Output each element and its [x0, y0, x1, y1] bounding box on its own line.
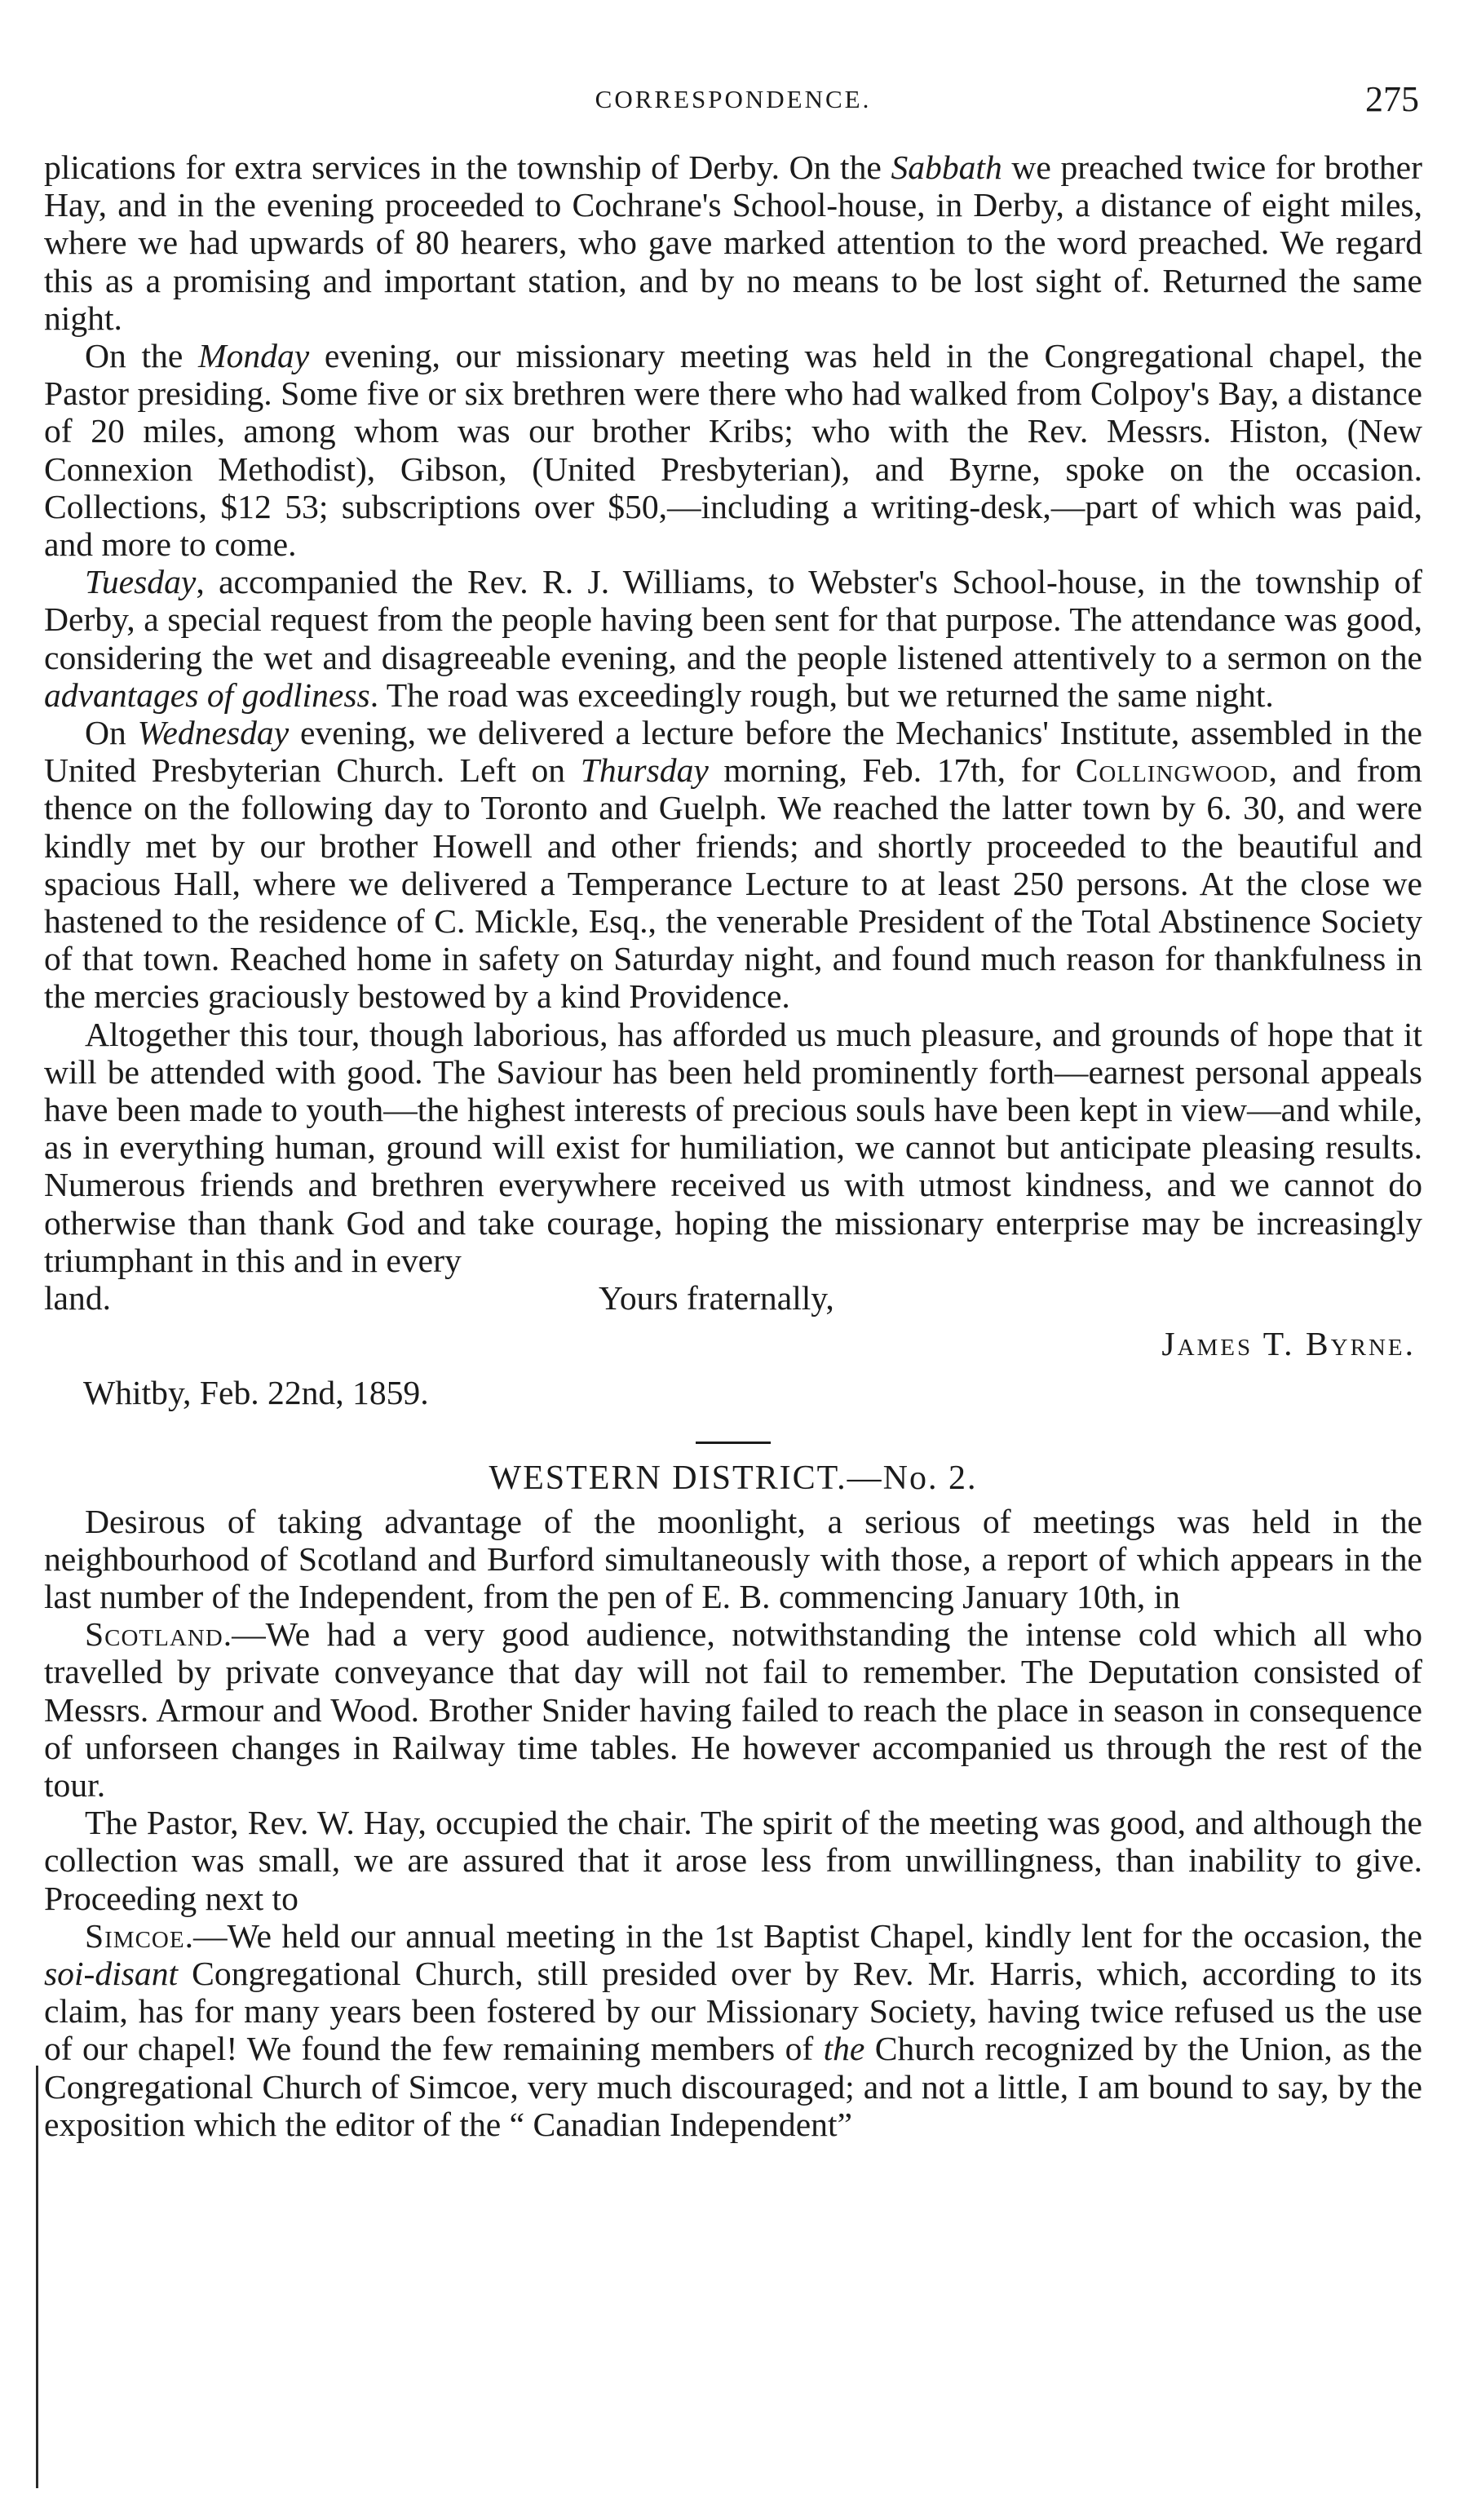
page-number: 275: [1365, 79, 1419, 119]
western-paragraph-3: The Pastor, Rev. W. Hay, occupied the chair. The spirit of the meeting was good, and although the collection was small, we are assured that it arose less from unwillingness, than inability to give. Proceeding next to: [44, 1804, 1422, 1917]
document-page: [44, 78, 1422, 2143]
closing-word: land.: [44, 1279, 112, 1318]
letter-paragraph-3: Tuesday, accompanied the Rev. R. J. Williams, to Webster's School-house, in the township of Derby, a special request from the people having been sent for that purpose. The attendance was good, considering the wet and disagreeable evening, and the people listened attentively to a sermon on the advantages of godliness. The road was exceedingly rough, but we returned the same night.: [44, 563, 1422, 714]
section-title: WESTERN DISTRICT.—No. 2.: [489, 1459, 978, 1497]
dateline: Whitby, Feb. 22nd, 1859.: [83, 1374, 429, 1412]
running-head: CORRESPONDENCE.: [595, 85, 872, 113]
letter-paragraph-1: plications for extra services in the township of Derby. On the Sabbath we preached twice for brother Hay, and in the evening proceeded to Cochrane's School-house, in Derby, a distance of eight miles, where we had upwards of 80 hearers, who gave marked attention to the word preached. We regard this as a promising and important station, and by no means to be lost sight of. Returned the same night.: [44, 148, 1422, 337]
margin-line: [36, 2066, 38, 2488]
page-header: [44, 78, 1422, 131]
western-paragraph-1: Desirous of taking advantage of the moonlight, a serious of meetings was held in the neighbourhood of Scotland and Burford simultaneously with those, a report of which appears in the last number of the Independent, from the pen of E. B. commencing January 10th, in: [44, 1502, 1422, 1615]
section-divider: [696, 1442, 771, 1444]
western-body: [44, 1503, 1422, 2143]
letter-body: [44, 148, 1422, 1279]
letter-paragraph-2: On the Monday evening, our missionary meeting was held in the Congregational chapel, the Pastor presiding. Some five or six brethren were there who had walked from Colpoy's Bay, a distance of 20 miles, among whom was our brother Kribs; who with the Rev. Messrs. Histon, (New Connexion Methodist), Gibson, (United Presbyterian), and Byrne, spoke on the occasion. Collections, $12 53; subscriptions over $50,—including a writing-desk,—part of which was paid, and more to come.: [44, 337, 1422, 564]
signature: James T. Byrne.: [1161, 1325, 1416, 1363]
closing-salutation: Yours fraternally,: [599, 1279, 834, 1318]
closing-line: [44, 1279, 1422, 1317]
letter-signoff: [44, 1279, 1422, 1411]
western-paragraph-4: Simcoe.—We held our annual meeting in the 1st Baptist Chapel, kindly lent for the occasion, the soi-disant Congregational Church, still presided over by Rev. Mr. Harris, which, according to its claim, has for many years been fostered by our Missionary Society, having twice refused us the use of our chapel! We found the few remaining members of the Church recognized by the Union, as the Congregational Church of Simcoe, very much discouraged; and not a little, I am bound to say, by the exposition which the editor of the “ Canadian Independent”: [44, 1916, 1422, 2143]
western-paragraph-2: Scotland.—We had a very good audience, notwithstanding the intense cold which all who travelled by private conveyance that day will not fail to remember. The Deputation consisted of Messrs. Armour and Wood. Brother Snider having failed to reach the place in season in consequence of unforseen changes in Railway time tables. He however accompanied us through the rest of the tour.: [44, 1615, 1422, 1804]
letter-paragraph-4: On Wednesday evening, we delivered a lecture before the Mechanics' Institute, assembled in the United Presbyterian Church. Left on Thursday morning, Feb. 17th, for Collingwood, and from thence on the following day to Toronto and Guelph. We reached the latter town by 6. 30, and were kindly met by our brother Howell and other friends; and shortly proceeded to the beautiful and spacious Hall, where we delivered a Temperance Lecture to at least 250 persons. At the close we hastened to the residence of C. Mickle, Esq., the venerable President of the Total Abstinence Society of that town. Reached home in safety on Saturday night, and found much reason for thankfulness in the mercies graciously bestowed by a kind Providence.: [44, 714, 1422, 1016]
letter-paragraph-5: Altogether this tour, though laborious, has afforded us much pleasure, and grounds of hope that it will be attended with good. The Saviour has been held prominently forth—earnest personal appeals have been made to youth—the highest interests of precious souls have been kept in view—and while, as in everything human, ground will exist for humiliation, we cannot but anticipate pleasing results. Numerous friends and brethren everywhere received us with utmost kindness, and we cannot do otherwise than thank God and take courage, hoping the missionary enterprise may be increasingly triumphant in this and in every: [44, 1015, 1422, 1279]
